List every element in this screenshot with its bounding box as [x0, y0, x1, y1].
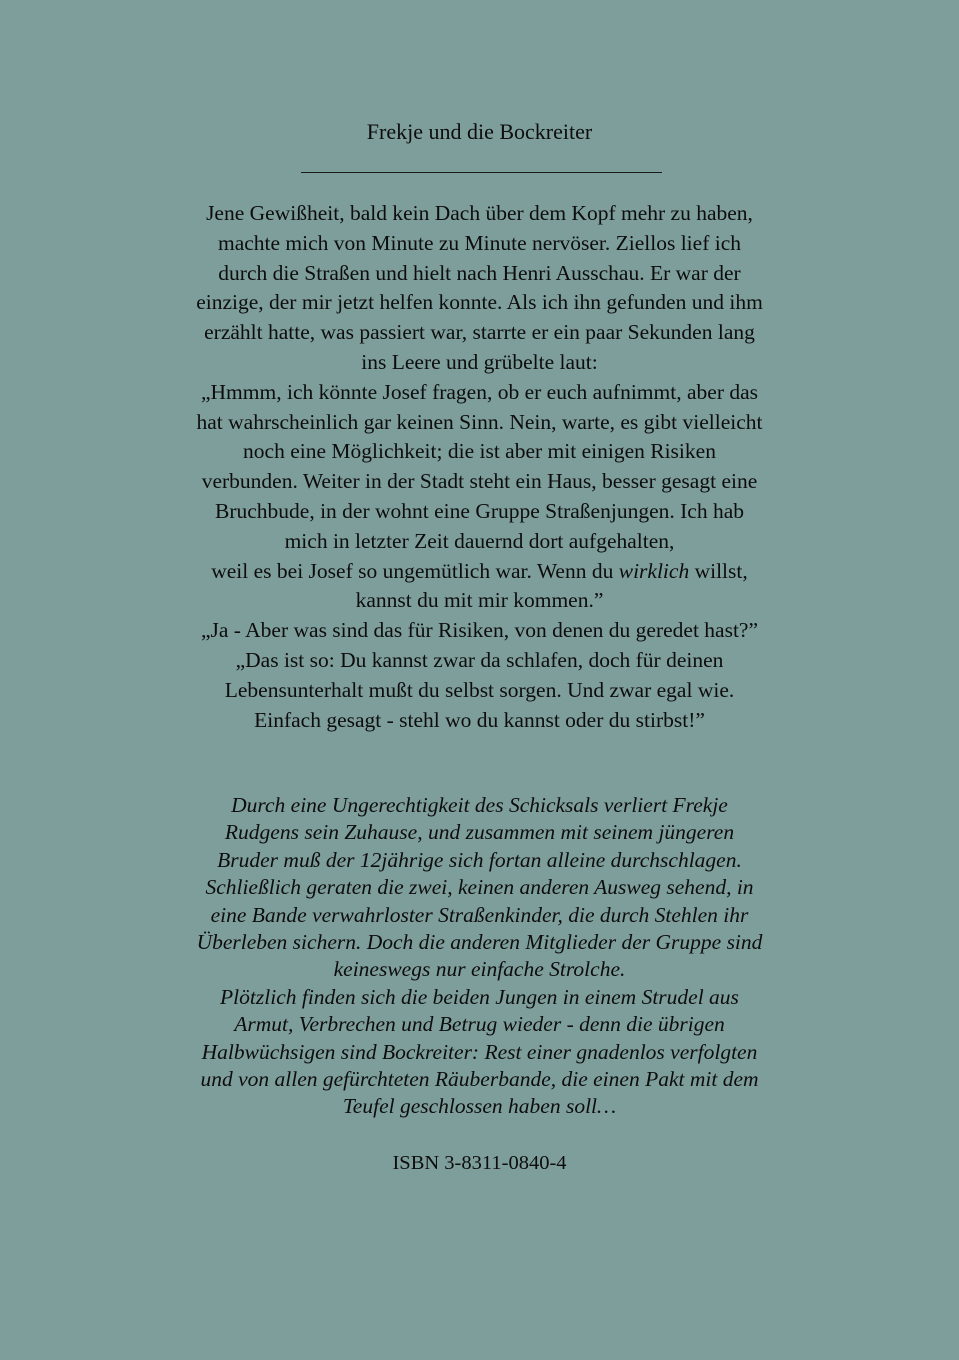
excerpt-line: ins Leere und grübelte laut:	[361, 349, 598, 374]
blurb-line: Rudgens sein Zuhause, und zusammen mit seinem jüngeren	[224, 820, 735, 845]
blurb-line: Halbwüchsigen sind Bockreiter: Rest einer gnadenlos verfolgten	[201, 1039, 758, 1064]
excerpt-line-emphasis	[100, 557, 859, 587]
title-divider	[301, 172, 662, 173]
blurb-line: Armut, Verbrechen und Betrug wieder - denn die übrigen	[234, 1012, 725, 1037]
excerpt-line: noch eine Möglichkeit; die ist aber mit einigen Risiken	[243, 439, 716, 464]
blurb-line: Durch eine Ungerechtigkeit des Schicksals verliert Frekje	[231, 793, 728, 817]
excerpt-line-before: weil es bei Josef so ungemütlich war. Wenn du	[211, 558, 619, 583]
excerpt-line: erzählt hatte, was passiert war, starrte er ein paar Sekunden lang	[204, 320, 755, 345]
excerpt-text	[100, 199, 859, 735]
blurb-line: eine Bande verwahrloster Straßenkinder, die durch Stehlen ihr	[210, 902, 749, 927]
excerpt-line: hat wahrscheinlich gar keinen Sinn. Nein, warte, es gibt vielleicht	[196, 409, 763, 434]
excerpt-line: „Hmmm, ich könnte Josef fragen, ob er euch aufnimmt, aber das	[200, 379, 759, 404]
blurb-text	[100, 792, 859, 1121]
excerpt-line: Einfach gesagt - stehl wo du kannst oder du stirbst!”	[254, 707, 705, 732]
excerpt-line: „Ja - Aber was sind das für Risiken, von denen du geredet hast?”	[200, 618, 759, 643]
excerpt-line: einzige, der mir jetzt helfen konnte. Als ich ihn gefunden und ihm	[196, 290, 763, 315]
emphasized-word: wirklich	[618, 558, 690, 583]
blurb-line: Bruder muß der 12jährige sich fortan alleine durchschlagen.	[217, 847, 742, 872]
excerpt-line: mich in letzter Zeit dauernd dort aufgehalten,	[284, 528, 675, 553]
excerpt-line: verbunden. Weiter in der Stadt steht ein Haus, besser gesagt eine	[201, 469, 758, 494]
blurb-line: Schließlich geraten die zwei, keinen anderen Ausweg sehend, in	[205, 875, 754, 900]
excerpt-line: Bruchbude, in der wohnt eine Gruppe Straßenjungen. Ich hab	[215, 498, 744, 523]
isbn-number: ISBN 3-8311-0840-4	[392, 1152, 567, 1174]
blurb-line: Teufel geschlossen haben soll…	[342, 1094, 617, 1119]
excerpt-line: Lebensunterhalt mußt du selbst sorgen. Und zwar egal wie.	[224, 677, 735, 702]
excerpt-line: „Das ist so: Du kannst zwar da schlafen, doch für deinen	[235, 647, 724, 672]
excerpt-line-after: willst,	[689, 558, 748, 583]
excerpt-line: machte mich von Minute zu Minute nervöser. Ziellos lief ich	[217, 230, 742, 255]
excerpt-line: kannst du mit mir kommen.”	[355, 588, 604, 613]
blurb-line: und von allen gefürchteten Räuberbande, die einen Pakt mit dem	[200, 1067, 759, 1092]
blurb-line: Plötzlich finden sich die beiden Jungen in einem Strudel aus	[220, 984, 739, 1009]
excerpt-line: durch die Straßen und hielt nach Henri Ausschau. Er war der	[218, 260, 741, 285]
blurb-line: keineswegs nur einfache Strolche.	[333, 957, 626, 982]
blurb-line: Überleben sichern. Doch die anderen Mitglieder der Gruppe sind	[196, 930, 763, 955]
book-title: Frekje und die Bockreiter	[366, 119, 593, 144]
excerpt-line: Jene Gewißheit, bald kein Dach über dem Kopf mehr zu haben,	[206, 201, 753, 225]
